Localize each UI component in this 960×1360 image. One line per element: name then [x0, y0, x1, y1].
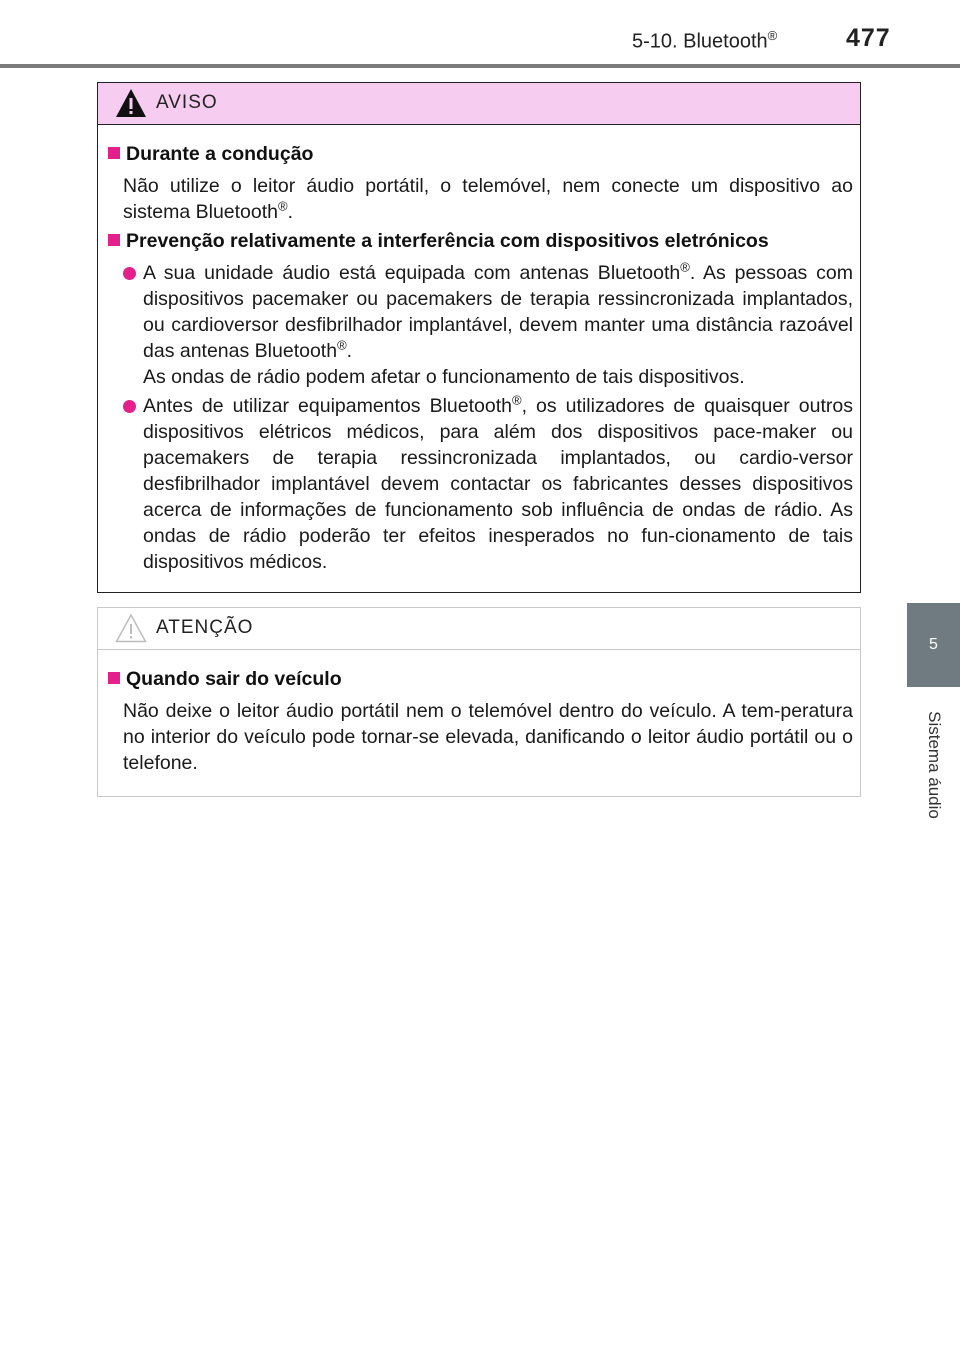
paragraph-text: Não utilize o leitor áudio portátil, o telemóvel, nem conecte um dispositivo ao sistema Bluetooth	[123, 175, 853, 223]
registered-mark: ®	[511, 392, 522, 408]
section-title	[632, 28, 777, 54]
warning-section-title	[108, 143, 313, 166]
square-bullet-icon	[108, 147, 120, 159]
caution-triangle-icon	[115, 613, 147, 643]
chapter-tab-label-text: Sistema áudio	[924, 711, 944, 819]
paragraph-text: A sua unidade áudio está equipada com antenas Bluetooth	[143, 262, 681, 284]
warning-section-title-text: Prevenção relativamente a interferência com dispositivos eletrónicos	[126, 230, 769, 252]
warning-section-title-text: Durante a condução	[126, 143, 314, 165]
warning-paragraph	[123, 173, 853, 225]
caution-label: ATENÇÃO	[156, 617, 254, 638]
list-item-text	[143, 260, 853, 390]
chapter-tab-number: 5	[907, 603, 960, 687]
chapter-tab-label	[907, 690, 960, 840]
warning-label: AVISO	[156, 92, 218, 113]
round-bullet-icon	[123, 400, 136, 413]
paragraph-text: , os utilizadores de quaisquer outros dispositivos elétricos médicos, para além dos dispositivos pace-maker ou pacemakers de terapia ressincronizada implantados, ou cardio-versor desfibrilhador implantável devem contactar os fabricantes desses dispositivos acerca de informações de funcionamento sob influência de ondas de rádio. As ondas de rádio poderão ter efeitos inesperados no fun-cionamento de tais dispositivos médicos.	[143, 395, 853, 573]
caution-section-title	[108, 668, 342, 691]
paragraph-text: Antes de utilizar equipamentos Bluetooth	[143, 395, 512, 417]
page-number: 477	[846, 24, 891, 52]
caution-box-header	[98, 608, 860, 650]
registered-mark: ®	[337, 337, 347, 353]
paragraph-text: . As pessoas com dispositivos pacemaker ou pacemakers de terapia ressincronizada implantados, ou cardioversor desfibrilhador implantável, devem manter uma distância razoável das antenas Bluetooth	[143, 262, 854, 362]
list-item	[123, 393, 853, 575]
paragraph-text: .	[287, 201, 294, 223]
paragraph-text: .	[346, 340, 353, 362]
list-item-text	[143, 393, 853, 575]
warning-box	[97, 82, 861, 593]
header-divider	[0, 64, 960, 68]
warning-box-header	[98, 83, 860, 125]
square-bullet-icon	[108, 234, 120, 246]
section-title-text: 5-10. Bluetooth	[632, 30, 768, 53]
caution-paragraph: Não deixe o leitor áudio portátil nem o telemóvel dentro do veículo. A tem-peratura no interior do veículo pode tornar-se elevada, danificando o leitor áudio portátil ou o telefone.	[123, 700, 853, 774]
warning-section-title	[108, 230, 769, 253]
caution-section-title-text: Quando sair do veículo	[126, 668, 342, 690]
list-item	[123, 260, 853, 390]
registered-mark: ®	[278, 198, 288, 214]
warning-triangle-icon	[115, 88, 147, 118]
paragraph-text: As ondas de rádio podem afetar o funcionamento de tais dispositivos.	[143, 366, 745, 388]
registered-mark: ®	[680, 259, 690, 275]
registered-mark: ®	[767, 28, 778, 43]
round-bullet-icon	[123, 267, 136, 280]
caution-box	[97, 607, 861, 797]
square-bullet-icon	[108, 672, 120, 684]
